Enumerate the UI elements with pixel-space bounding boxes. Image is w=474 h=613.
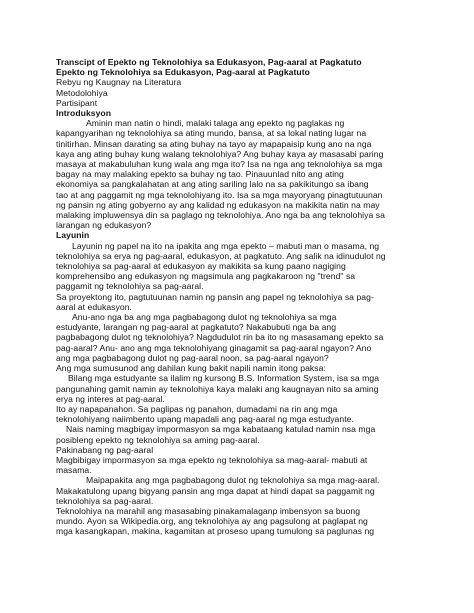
questions-paragraph-line: estudyante, larangan ng pag-aaral at pagkatuto? Nakabubuti nga ba ang: [56, 322, 337, 333]
project-focus-line: Sa proyektong ito, pagtutuunan namin ng pansin ang papel ng teknolohiya sa pag-: [56, 291, 374, 302]
questions-paragraph-line: pagbabagong dulot ng teknolohiya? Nagdudulot rin ba ito ng masasamang epekto sa: [56, 332, 384, 343]
reason-item-line: Bilang mga estudyante sa ilalim ng kursong B.S. Information System, isa sa mga: [68, 373, 380, 384]
intro-paragraph-line: kaya ang ating buhay kung walang teknolohiya? Ang buhay kaya ay masasabi paring: [56, 148, 384, 159]
questions-paragraph-line: ang mga pagbabagong dulot ng pag-aaral noon, sa pag-aaral ngayon?: [56, 352, 329, 363]
questions-paragraph-line: Anu-ano nga ba ang mga pagbabagong dulot ng teknolohiya sa mga: [72, 312, 337, 323]
project-focus-line: aaral at edukasyon.: [56, 301, 132, 312]
objectives-paragraph-line: teknolohiya sa erya ng pag-aaral, edukasyon, at pagkatuto. Ang salik na idinudulot ng: [56, 250, 386, 261]
objectives-paragraph-line: teknolohiya sa pag-aaral at edukasyon ay makikita sa kung paano nagiging: [56, 261, 346, 272]
intro-paragraph-line: tinitirhan. Minsan darating sa ating buhay na tayo ay mapapaisip kung ano na nga: [56, 138, 372, 149]
section-heading-objectives: Layunin: [56, 230, 90, 241]
reason-item-line: teknolohiyang naiimbento upang mapadali ang pag-aaral ng mga estudyante.: [56, 414, 354, 425]
reasons-intro-line: Ang mga sumusunod ang dahilan kung bakit napili namin itong paksa:: [56, 363, 326, 374]
toc-item-methodology: Metodolohiya: [56, 87, 108, 98]
definition-paragraph-line: mga kasangkapan, makina, kagamitan at proseso upang tumulong sa paglunas ng: [56, 526, 375, 537]
definition-paragraph-line: mundo. Ayon sa Wikipedia.org, ang teknolohiya ay ang pagsulong at paglapat ng: [56, 516, 368, 527]
definition-paragraph-line: Teknolohiya na marahil ang masasabing pinakamalaganp imbensyon sa buong: [56, 505, 361, 516]
reason-item-line: pangunahing gamit namin ay teknolohiya kaya malaki ang kaugnayan nito sa aming: [56, 383, 379, 394]
reason-item-line: Ito ay napapanahon. Sa paglipas ng panahon, dumadami na rin ang mga: [56, 403, 338, 414]
intro-paragraph-line: ekonomiya sa pangkalahatan at ang ating sariling lalo na sa pakikitungo sa ibang: [56, 179, 369, 190]
toc-item-literature: Rebyu ng Kaugnay na Literatura: [56, 77, 182, 88]
reason-item-line: Nais naming magbigay impormasyon sa mga kabataang katulad namin nsa mga: [66, 424, 376, 435]
intro-paragraph-line: tao at ang paggamit ng mga teknolohiyang ito. Isa sa mga mayoryang pinagtutuunan: [56, 189, 383, 200]
reason-item-line: posibleng epekto ng teknolohiya sa aming pag-aaral.: [56, 434, 260, 445]
intro-paragraph-line: bagay na may malaking epekto sa buhay ng tao. Pinauunlad nito ang ating: [56, 169, 344, 180]
benefit-item-line: teknolohiya sa pag-aaral.: [56, 495, 154, 506]
section-heading-benefits: Pakinabang ng pag-aaral: [56, 444, 154, 455]
benefit-item-line: Maipapakita ang mga pagbabagong dulot ng teknolohiya sa mga mag-aaral.: [86, 475, 380, 486]
intro-paragraph-line: ng pansin ng ating gobyerno ay ang kalidad ng edukasyon na makikita natin na may: [56, 199, 380, 210]
objectives-paragraph-line: Layunin ng papel na ito na ipakita ang mga epekto – mabuti man o masama, ng: [72, 240, 380, 251]
questions-paragraph-line: pag-aaral? Anu- ano ang mga teknolohiyang ginagamit sa pag-aaral ngayon? Ano: [56, 342, 372, 353]
intro-paragraph-line: malaking impluwensya din sa paglago ng teknolohiya. Ano nga ba ang teknolohiya sa: [56, 210, 385, 221]
benefit-item-line: Magbibigay impormasyon sa mga epekto ng teknolohiya sa mag-aaral- mabuti at: [56, 454, 368, 465]
document-title: Epekto ng Teknolohiya sa Edukasyon, Pag-aaral at Pagkatuto: [56, 67, 310, 78]
section-heading-introduction: Introduksyon: [56, 108, 112, 119]
transcript-heading: Transcipt of Epekto ng Teknolohiya sa Edukasyon, Pag-aaral at Pagkatuto: [56, 57, 362, 67]
intro-paragraph-line: kapangyarihan ng teknolohiya sa ating mundo, bansa, at sa lokal nating lugar na: [56, 128, 367, 139]
intro-paragraph-line: masaya at makabuluhan kung wala ang mga ito? Isa na nga ang teknolohiya sa mga: [56, 159, 383, 170]
objectives-paragraph-line: paggamit ng teknolohiya sa pag-aaral.: [56, 281, 204, 292]
toc-item-participants: Partisipant: [56, 97, 98, 108]
intro-paragraph-line: Aminin man natin o hindi, malaki talaga ang epekto ng paglakas ng: [86, 118, 345, 129]
intro-paragraph-line: larangan ng edukasyon?: [56, 220, 152, 231]
benefit-item-line: masama.: [56, 465, 92, 476]
benefit-item-line: Makakatulong upang bigyang pansin ang mga dapat at hindi dapat sa paggamit ng: [56, 485, 375, 496]
reason-item-line: erya ng interes at pag-aaral.: [56, 393, 165, 404]
objectives-paragraph-line: komprehensibo ang edukasyon ng magsimula ang pagkakaroon ng "trend" sa: [56, 271, 356, 282]
